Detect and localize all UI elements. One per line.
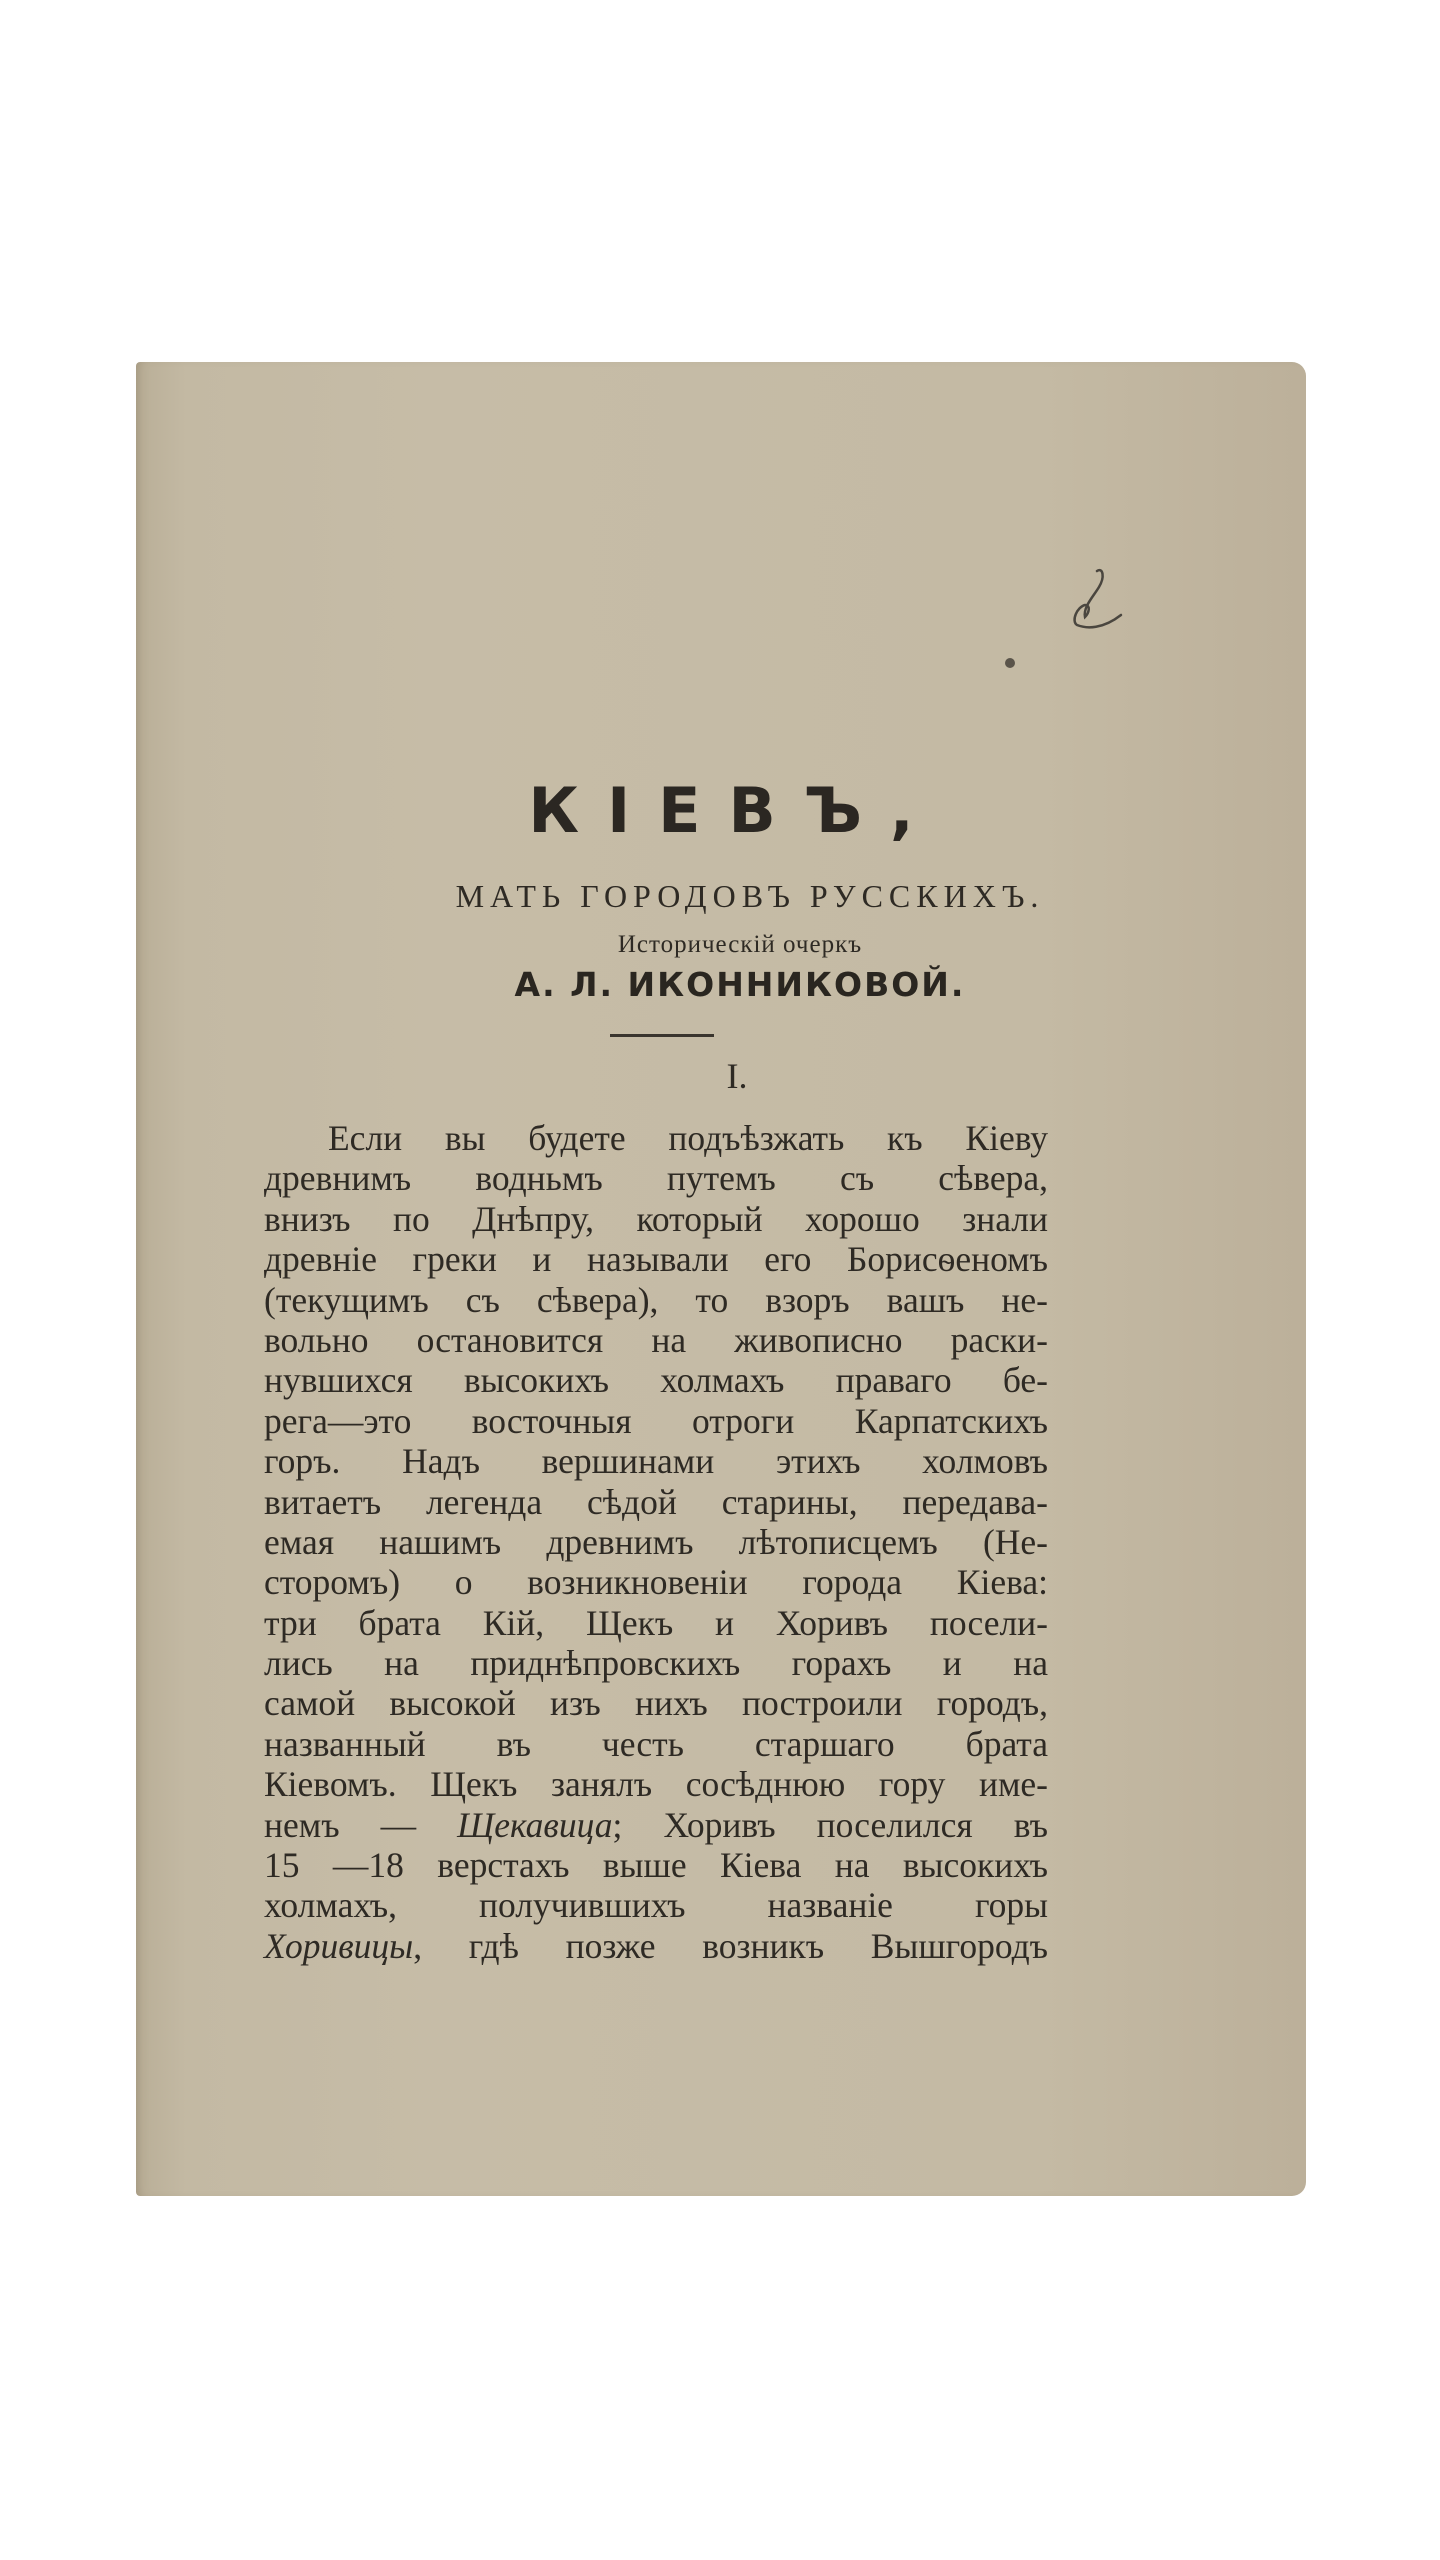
text-line-mixed (264, 1926, 1048, 1966)
text-line: самой высокой изъ нихъ построили городъ, (264, 1683, 1048, 1724)
text-line: нувшихся высокихъ холмахъ праваго бе- (264, 1360, 1048, 1401)
body-text (264, 1118, 1048, 1966)
text-line: рега—это восточныя отроги Карпатскихъ (264, 1400, 1048, 1441)
text-line: сторомъ) о возникновеніи города Кіева: (264, 1562, 1048, 1603)
text-line: холмахъ, получившихъ названіе горы (264, 1885, 1048, 1926)
text-line: (текущимъ съ сѣвера), то взоръ вашъ не- (264, 1279, 1048, 1320)
essay-kind: Историческій очеркъ (617, 931, 863, 958)
text-line: древнимъ водньмъ путемъ съ сѣвера, (264, 1158, 1048, 1199)
text-line: древніе греки и называли его Борисѳеномъ (264, 1239, 1048, 1280)
subtitle: МАТЬ ГОРОДОВЪ РУССКИХЪ. (455, 878, 1045, 914)
chapter-number: I. (726, 1056, 748, 1096)
italic-place-name: Щекавица (457, 1804, 613, 1845)
text-line-mixed (264, 1805, 1048, 1845)
author: А. Л. ИКОННИКОВОЙ. (514, 965, 966, 1004)
text-line: горъ. Надъ вершинами этихъ холмовъ (264, 1441, 1048, 1482)
text-line: внизъ по Днѣпру, который хорошо знали (264, 1198, 1048, 1239)
text-line: Если вы будете подъѣзжать къ Кіеву (328, 1118, 1048, 1158)
ink-dot (1005, 658, 1015, 668)
italic-place-name: Хоривицы (264, 1925, 414, 1966)
text-line: вольно остановится на живописно раски- (264, 1319, 1048, 1360)
text-fragment: немъ — (264, 1804, 458, 1845)
title: КІЕВЪ, (528, 774, 942, 847)
text-line: Кіевомъ. Щекъ занялъ сосѣднюю гору име- (264, 1764, 1048, 1805)
text-line: витаетъ легенда сѣдой старины, передава- (264, 1481, 1048, 1522)
text-line: 15 —18 верстахъ выше Кіева на высокихъ (264, 1845, 1048, 1886)
text-fragment: ; Хоривъ поселился въ (612, 1804, 1048, 1845)
text-line: емая нашимъ древнимъ лѣтописцемъ (Не- (264, 1521, 1048, 1562)
text-line: лись на приднѣпровскихъ горахъ и на (264, 1643, 1048, 1684)
text-line: три брата Кій, Щекъ и Хоривъ посели- (264, 1602, 1048, 1643)
handwritten-page-number (1055, 565, 1125, 640)
text-line: названный въ честь старшаго брата (264, 1723, 1048, 1764)
separator-rule (610, 1034, 714, 1037)
text-fragment: , гдѣ позже возникъ Вышгородъ (413, 1925, 1048, 1966)
